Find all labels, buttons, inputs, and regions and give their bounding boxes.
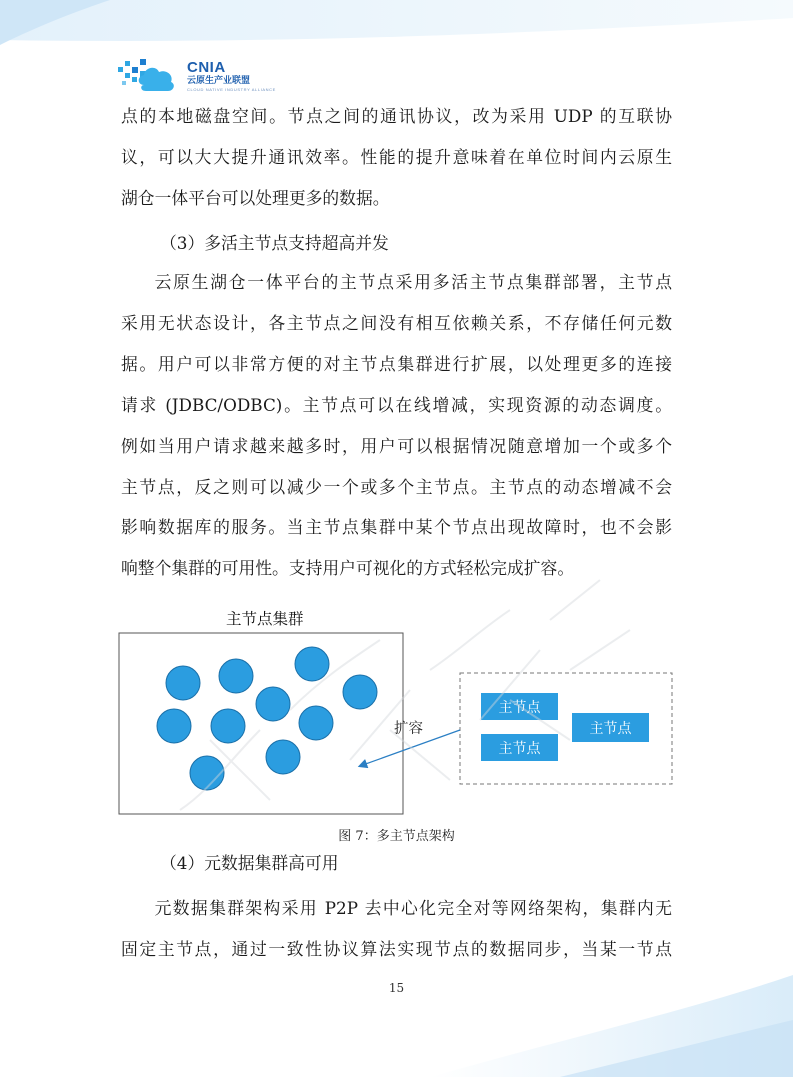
text-line: 影响数据库的服务。当主节点集群中某个节点出现故障时，也不会影 [121, 517, 672, 538]
paragraph-3 [121, 888, 672, 970]
master-node-box: 主节点 [481, 693, 558, 720]
paragraph-2 [121, 262, 672, 589]
logo-name-cn: 云原生产业联盟 [187, 76, 251, 86]
text-line: 固定主节点，通过一致性协议算法实现节点的数据同步，当某一节点 [121, 938, 672, 959]
cluster-node [266, 740, 300, 774]
text-line: 云原生湖仓一体平台的主节点采用多活主节点集群部署，主节点 [154, 272, 672, 292]
cluster-node [295, 647, 329, 681]
master-node-box: 主节点 [572, 713, 649, 742]
text-line: 元数据集群架构采用 P2P 去中心化完全对等网络架构，集群内无 [154, 898, 672, 918]
top-swoosh [0, 0, 793, 41]
cluster-node [299, 706, 333, 740]
cluster-node [190, 756, 224, 790]
expand-label: 扩容 [394, 721, 423, 737]
paragraph-1 [121, 96, 672, 219]
cluster-nodes [157, 647, 377, 790]
master-node-box: 主节点 [481, 734, 558, 761]
page-number: 15 [388, 981, 405, 995]
logo-name-en: CLOUD NATIVE INDUSTRY ALLIANCE [187, 87, 276, 92]
logo-text [187, 60, 276, 92]
logo-brand: CNIA [187, 59, 226, 76]
figure-caption: 图 7：多主节点架构 [338, 829, 455, 844]
cluster-node [256, 687, 290, 721]
text-line: 例如当用户请求越来越多时，用户可以根据情况随意增加一个或多个 [121, 435, 672, 456]
cluster-node [219, 659, 253, 693]
text-line: 请求 (JDBC/ODBC)。主节点可以在线增减，实现资源的动态调度。 [121, 394, 672, 415]
text-line: 据。用户可以非常方便的对主节点集群进行扩展，以处理更多的连接 [121, 353, 672, 374]
text-line: 主节点，反之则可以减少一个或多个主节点。主节点的动态增减不会 [121, 476, 672, 497]
section-heading-4: （4）元数据集群高可用 [160, 853, 339, 873]
text-line: 湖仓一体平台可以处理更多的数据。 [121, 187, 390, 208]
cluster-node [157, 709, 191, 743]
text-line: 响整个集群的可用性。支持用户可视化的方式轻松完成扩容。 [121, 558, 575, 579]
text-line: 采用无状态设计，各主节点之间没有相互依赖关系，不存储任何元数 [121, 312, 672, 333]
section-heading-3: （3）多活主节点支持超高并发 [160, 233, 389, 253]
cluster-node [166, 666, 200, 700]
cluster-node [211, 709, 245, 743]
figure-title: 主节点集群 [226, 610, 304, 628]
cluster-node [343, 675, 377, 709]
text-line: 议，可以大大提升通讯效率。性能的提升意味着在单位时间内云原生 [121, 146, 672, 167]
text-line: 点的本地磁盘空间。节点之间的通讯协议，改为采用 UDP 的互联协 [121, 106, 672, 126]
